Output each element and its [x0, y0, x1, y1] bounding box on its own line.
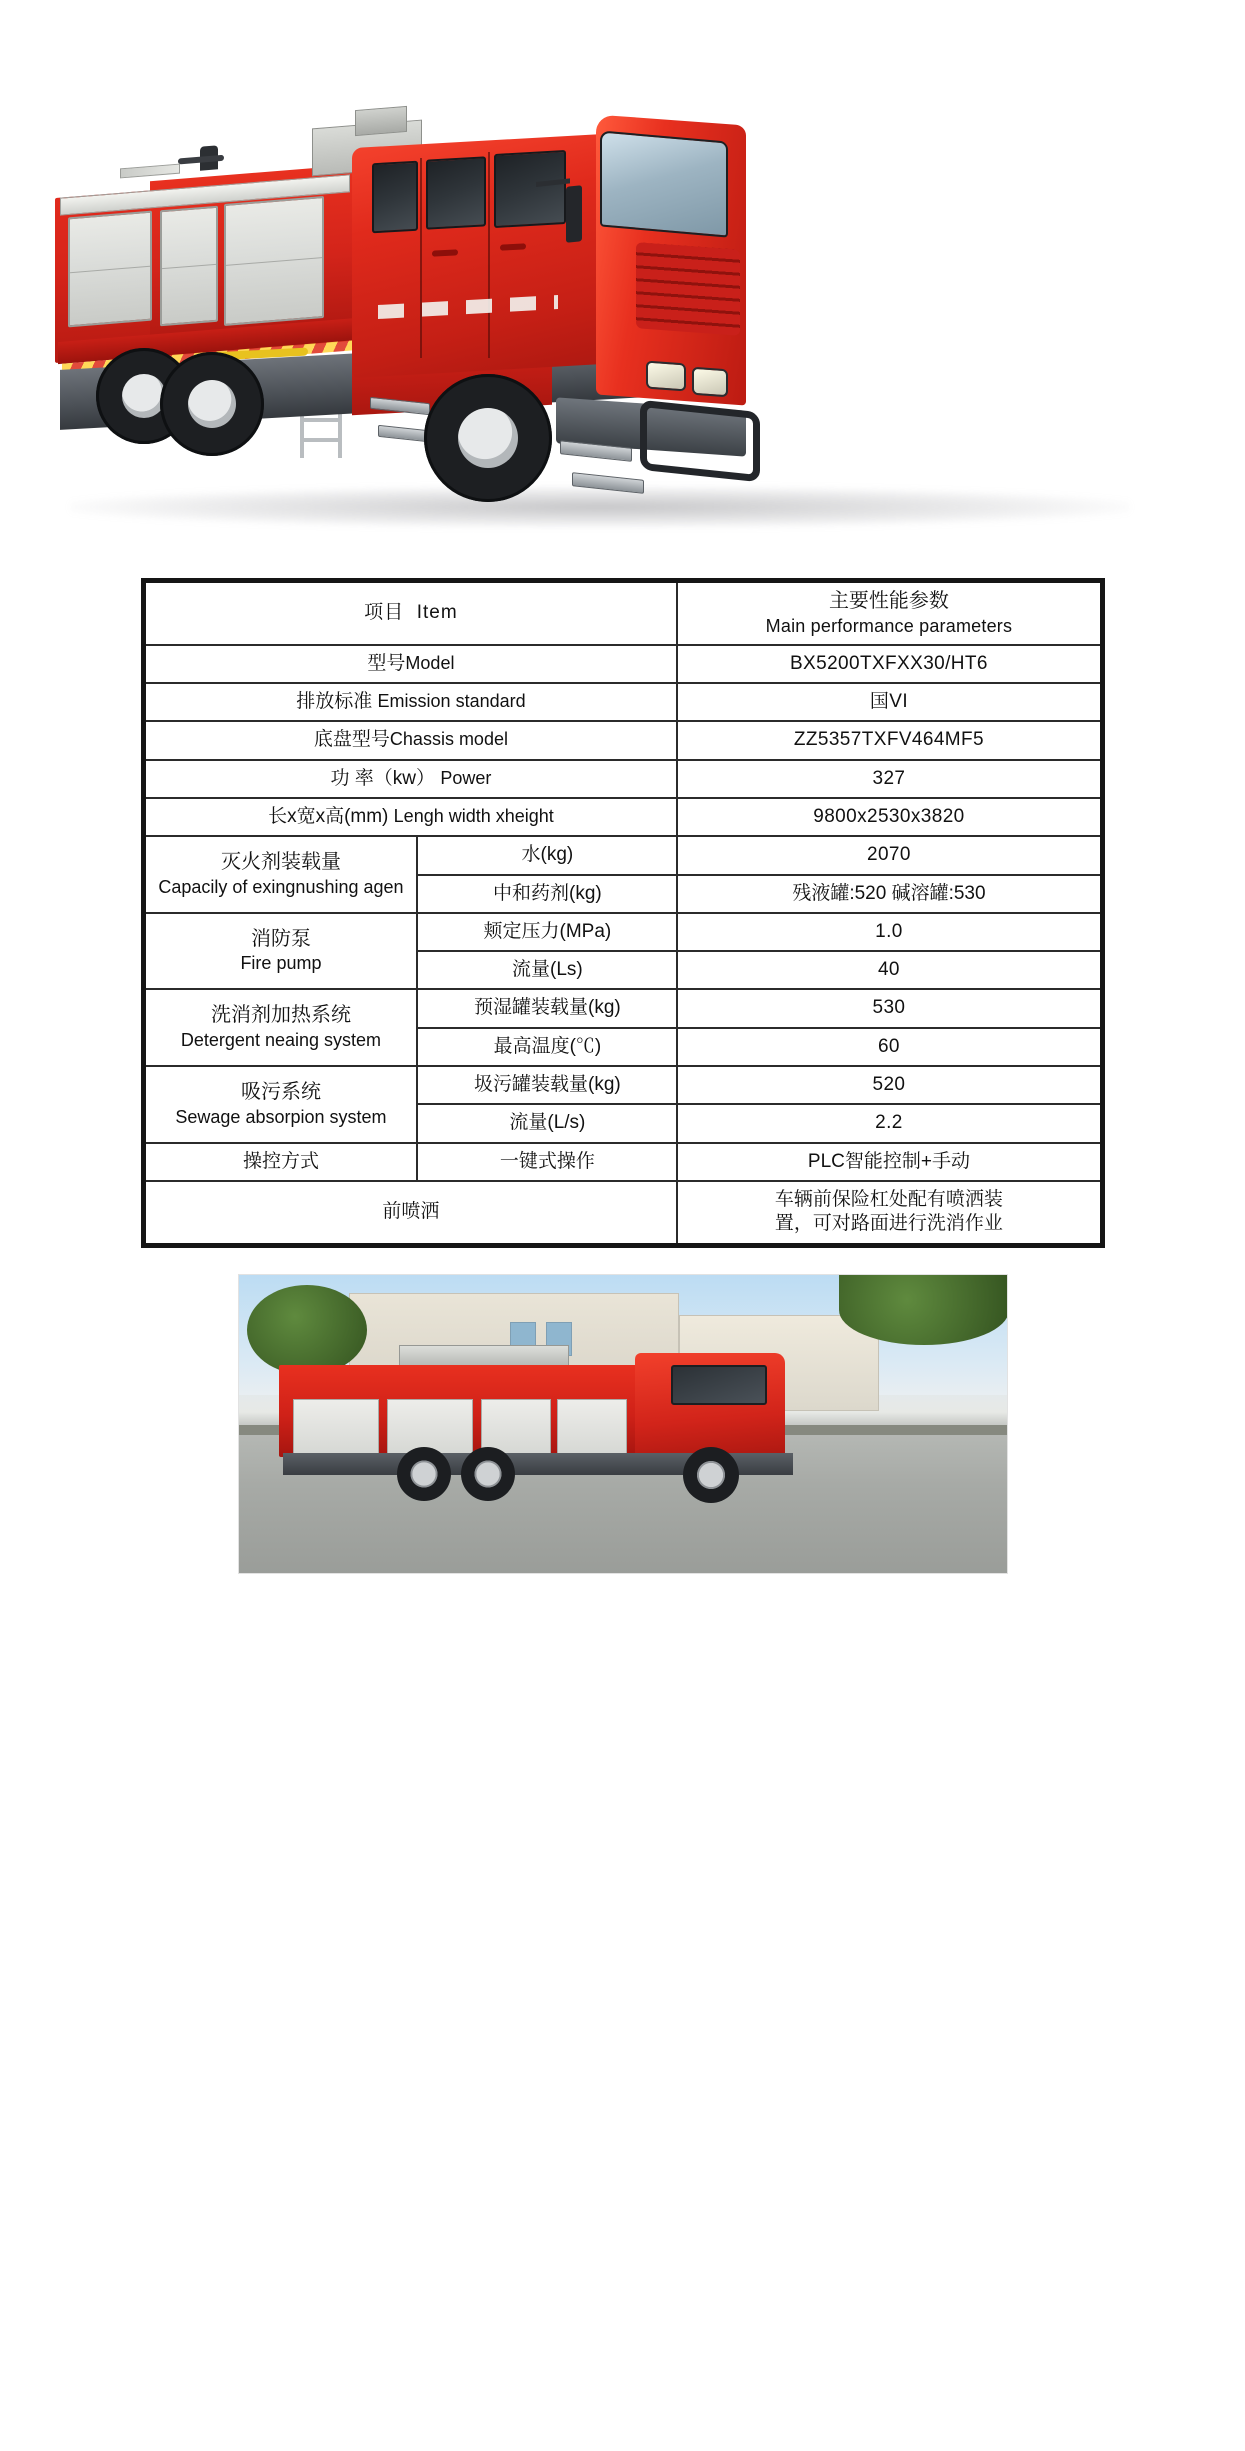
row-label-emission-standard	[143, 683, 677, 721]
subrow-value-sewage-tank-capacity: 520	[677, 1066, 1102, 1104]
rear-wheel	[397, 1447, 451, 1501]
side-mirror	[566, 185, 582, 243]
table-row	[143, 836, 1102, 874]
row-value-chassis-model: ZZ5357TXFV464MF5	[677, 721, 1102, 759]
row-label-en: Chassis model	[389, 729, 508, 750]
fire-truck-front-three-quarter-photo	[0, 0, 1245, 560]
row-value-emission-standard: 国VI	[677, 683, 1102, 721]
header-params-cn: 主要性能参数	[828, 590, 949, 612]
header-params-cell	[677, 581, 1102, 645]
water-monitor	[200, 145, 218, 170]
subrow-value-max-temperature: 60	[677, 1028, 1102, 1066]
row-label-en: Emission standard	[377, 690, 526, 711]
equipment-locker	[224, 196, 324, 326]
row-label-dimensions	[143, 798, 677, 836]
row-label-en: Model	[405, 652, 455, 673]
header-item-cn: 项目	[364, 602, 405, 624]
roof-light-bar	[120, 164, 180, 179]
row-value-front-spray	[677, 1181, 1102, 1245]
subrow-label-sewage-tank-capacity: 圾污罐装载量(kg)	[417, 1066, 677, 1104]
subrow-value-control-mode: PLC智能控制+手动	[677, 1143, 1102, 1181]
cab-window	[671, 1365, 767, 1405]
front-wheel	[424, 374, 552, 502]
main-performance-parameters-table	[141, 578, 1105, 1248]
table-row	[143, 989, 1102, 1027]
front-grille	[636, 242, 740, 336]
header-item-cell	[143, 581, 677, 645]
row-label-en: Detergent neaing system	[180, 1030, 381, 1051]
table-row	[143, 1066, 1102, 1104]
subrow-label-water: 水(kg)	[417, 836, 677, 874]
row-label-fire-pump	[143, 913, 417, 990]
row-label-chassis-model	[143, 721, 677, 759]
wheel-hub	[188, 380, 236, 428]
row-label-cn: 灭火剂装载量	[220, 851, 341, 874]
headlight	[646, 361, 686, 392]
headlight	[692, 367, 728, 398]
row-label-en: Capacily of exingnushing agen	[158, 876, 404, 897]
row-label-agent-capacity	[143, 836, 417, 913]
roof-vent-box	[355, 106, 407, 136]
row-label-front-spray: 前喷洒	[143, 1181, 677, 1245]
row-label-cn: 长x宽x高(mm)	[268, 805, 389, 827]
rear-wheel	[461, 1447, 515, 1501]
front-wheel	[683, 1447, 739, 1503]
row-label-cn: 型号	[367, 652, 406, 674]
cab-window	[372, 161, 418, 234]
row-label-cn: 排放标准	[296, 690, 373, 712]
windshield	[600, 130, 728, 237]
subrow-value-prewet-tank-capacity: 530	[677, 989, 1102, 1027]
row-label-detergent-heating-system	[143, 989, 417, 1066]
side-view-illustration	[238, 1274, 1008, 1574]
wheel-hub	[122, 374, 166, 418]
subrow-label-sewage-flow: 流量(L/s)	[417, 1104, 677, 1142]
ground-shadow	[70, 486, 1130, 528]
table-row	[143, 683, 1102, 721]
cab-window	[494, 150, 566, 228]
table-row	[143, 1181, 1102, 1245]
cab-door-seam	[488, 152, 490, 358]
rear-body-panel	[279, 1365, 639, 1457]
table-row	[143, 760, 1102, 798]
table-row	[143, 798, 1102, 836]
row-label-en: Power	[440, 767, 492, 788]
row-label-en: Sewage absorpion system	[175, 1106, 387, 1127]
row-label-control-mode: 操控方式	[143, 1143, 417, 1181]
row-value-model: BX5200TXFXX30/HT6	[677, 645, 1102, 683]
table-header-row	[143, 581, 1102, 645]
table-row	[143, 721, 1102, 759]
header-item-en: Item	[416, 602, 458, 624]
subrow-value-flow: 40	[677, 951, 1102, 989]
hero-illustration	[0, 0, 1245, 560]
row-label-sewage-absorption-system	[143, 1066, 417, 1143]
row-label-cn: 底盘型号	[313, 729, 390, 751]
cab-door-seam	[420, 158, 422, 358]
row-label-power	[143, 760, 677, 798]
row-label-model	[143, 645, 677, 683]
wheel-hub	[458, 408, 518, 468]
subrow-label-prewet-tank-capacity: 预湿罐装载量(kg)	[417, 989, 677, 1027]
front-spray-line-2: 置，可对路面进行洗消作业	[774, 1213, 1003, 1235]
subrow-value-rated-pressure: 1.0	[677, 913, 1102, 951]
rear-wheel	[160, 352, 264, 456]
row-label-cn: 洗消剂加热系统	[210, 1004, 351, 1027]
table-row	[143, 1143, 1102, 1181]
foliage	[839, 1275, 1008, 1345]
side-view-truck	[279, 1343, 839, 1503]
subrow-label-max-temperature: 最高温度(℃)	[417, 1028, 677, 1066]
header-params-en: Main performance parameters	[765, 615, 1013, 636]
row-label-en: Fire pump	[240, 953, 322, 974]
equipment-locker	[160, 206, 218, 327]
equipment-locker	[68, 211, 152, 328]
subrow-label-flow: 流量(Ls)	[417, 951, 677, 989]
subrow-label-rated-pressure: 颊定压力(MPa)	[417, 913, 677, 951]
cab-window	[426, 156, 486, 229]
spec-table-container	[141, 578, 1105, 1248]
front-spray-line-1: 车辆前保险杠处配有喷洒装	[774, 1189, 1003, 1210]
subrow-value-water: 2070	[677, 836, 1102, 874]
row-label-cn: 功 率（kw）	[330, 767, 436, 789]
bull-bar	[640, 400, 760, 483]
row-value-dimensions: 9800x2530x3820	[677, 798, 1102, 836]
subrow-label-one-key-operation: 一键式操作	[417, 1143, 677, 1181]
table-row	[143, 913, 1102, 951]
row-label-en: Lengh width xheight	[393, 805, 554, 826]
fire-truck-side-view-photo	[238, 1274, 1008, 1574]
subrow-label-neutralizer: 中和药剂(kg)	[417, 875, 677, 913]
table-row	[143, 645, 1102, 683]
row-label-cn: 吸污系统	[240, 1081, 321, 1104]
row-value-power: 327	[677, 760, 1102, 798]
subrow-value-sewage-flow: 2.2	[677, 1104, 1102, 1142]
roof-equipment	[399, 1345, 569, 1367]
row-label-cn: 消防泵	[250, 927, 311, 950]
subrow-value-neutralizer: 残液罐:520 碱溶罐:530	[677, 875, 1102, 913]
